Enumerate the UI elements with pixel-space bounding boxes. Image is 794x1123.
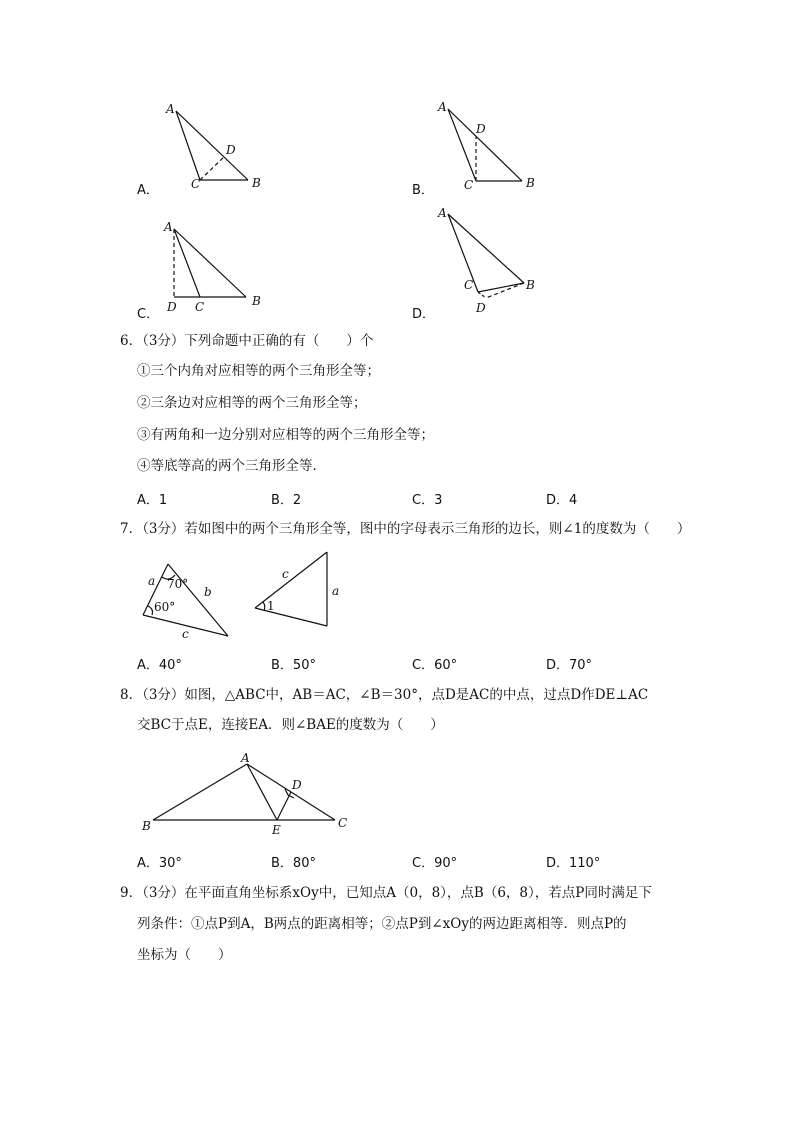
q6-stem: 6．（3分）下列命题中正确的有（ ）个 — [120, 333, 374, 349]
point-label-b: B — [526, 278, 535, 292]
q7-stem: 7．（3分）若如图中的两个三角形全等，图中的字母表示三角形的边长，则∠1的度数为（ ） — [120, 521, 691, 537]
q9-stem-line2: 列条件：①点P到A，B两点的距离相等；②点P到∠xOy的两边距离相等．则点P的 — [137, 916, 627, 932]
q8-option-b[interactable]: B．80° — [271, 856, 316, 871]
point-label-e: E — [272, 823, 281, 837]
q6-item-2: ②三条边对应相等的两个三角形全等； — [137, 395, 367, 411]
q5-option-a-label: A． — [137, 183, 159, 198]
side-label-a2: a — [332, 584, 340, 598]
point-label-a: A — [241, 751, 250, 765]
angle-1-label: 1 — [267, 599, 275, 613]
point-label-a: A — [164, 220, 173, 234]
q6-option-c[interactable]: C．3 — [412, 493, 443, 508]
side-label-c: c — [182, 627, 189, 641]
q8-option-a[interactable]: A．30° — [137, 856, 182, 871]
q6-option-b[interactable]: B．2 — [271, 493, 302, 508]
q6-option-a[interactable]: A．1 — [137, 493, 168, 508]
q8-stem-line1: 8．（3分）如图，△ABC中，AB＝AC，∠B＝30°，点D是AC的中点，过点D作DE⊥AC — [120, 687, 649, 703]
q8-option-d[interactable]: D．110° — [546, 856, 601, 871]
point-label-d: D — [292, 778, 302, 792]
angle-60-label: 60° — [154, 600, 176, 614]
q5-option-d-label: D． — [412, 307, 436, 322]
q7-option-b[interactable]: B．50° — [271, 658, 316, 673]
q5-figure-b — [420, 95, 570, 200]
q6-item-1: ①三个内角对应相等的两个三角形全等； — [137, 363, 380, 379]
q8-figure — [135, 748, 365, 840]
point-label-c: C — [464, 178, 474, 192]
point-label-c: C — [195, 300, 205, 314]
q8-stem-line2: 交BC于点E，连接EA．则∠BAE的度数为（ ） — [137, 717, 444, 733]
point-label-b: B — [252, 176, 261, 190]
q9-stem-line3: 坐标为（ ） — [137, 947, 232, 963]
point-label-a: A — [438, 206, 447, 220]
point-label-a: A — [166, 102, 175, 116]
side-label-c2: c — [282, 567, 289, 581]
side-label-a: a — [148, 574, 156, 588]
q5-figure-d — [420, 200, 570, 320]
q7-option-a[interactable]: A．40° — [137, 658, 182, 673]
q7-figure — [130, 548, 360, 648]
q5-option-b-label: B． — [412, 183, 434, 198]
point-label-d: D — [226, 143, 236, 157]
angle-70-label: 70° — [167, 577, 189, 591]
point-label-c: C — [338, 816, 348, 830]
point-label-c: C — [464, 278, 474, 292]
q7-option-c[interactable]: C．60° — [412, 658, 458, 673]
point-label-b: B — [252, 294, 261, 308]
q6-item-4: ④等底等高的两个三角形全等． — [137, 458, 326, 474]
side-label-b: b — [204, 585, 212, 599]
q9-stem-line1: 9．（3分）在平面直角坐标系xOy中，已知点A（0，8），点B（6，8），若点P同时满足下 — [120, 885, 652, 901]
point-label-b: B — [526, 176, 535, 190]
point-label-d: D — [476, 122, 486, 136]
q6-item-3: ③有两角和一边分别对应相等的两个三角形全等； — [137, 427, 434, 443]
q7-option-d[interactable]: D．70° — [546, 658, 593, 673]
point-label-a: A — [438, 100, 447, 114]
q8-option-c[interactable]: C．90° — [412, 856, 458, 871]
q6-option-d[interactable]: D．4 — [546, 493, 578, 508]
point-label-c: C — [191, 177, 201, 191]
point-label-b: B — [142, 819, 151, 833]
point-label-d: D — [167, 300, 177, 314]
point-label-d: D — [476, 301, 486, 315]
q5-option-c-label: C． — [137, 307, 160, 322]
